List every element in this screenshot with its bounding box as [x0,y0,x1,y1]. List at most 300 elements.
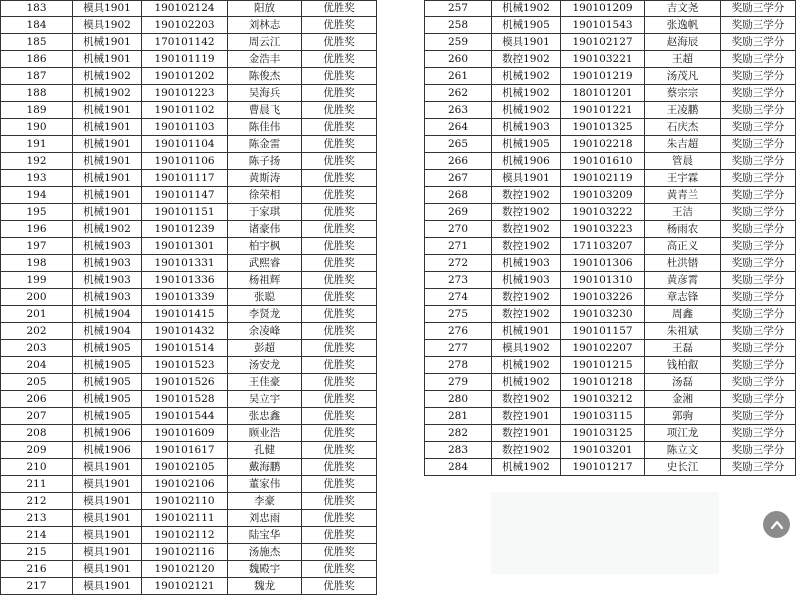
class-name-cell: 数控1902 [492,442,561,459]
row-number-cell: 191 [1,136,73,153]
award-cell: 奖励三学分 [721,323,796,340]
student-name-cell: 陈子扬 [228,153,302,170]
class-name-cell: 数控1902 [492,391,561,408]
student-id-cell: 190103125 [561,425,645,442]
table-row [425,255,796,272]
student-name-cell: 汤磊 [645,374,721,391]
award-cell: 奖励三学分 [721,442,796,459]
table-row [425,119,796,136]
row-number-cell: 281 [425,408,492,425]
award-cell: 奖励三学分 [721,170,796,187]
student-name-cell: 魏龙 [228,578,302,595]
student-name-cell: 于家琪 [228,204,302,221]
student-name-cell: 蔡宗宗 [645,85,721,102]
award-cell: 奖励三学分 [721,68,796,85]
class-name-cell: 模具1901 [73,510,142,527]
award-cell: 优胜奖 [302,187,377,204]
student-id-cell: 190101432 [142,323,228,340]
row-number-cell: 260 [425,51,492,68]
award-cell: 奖励三学分 [721,408,796,425]
student-id-cell: 190102218 [561,136,645,153]
student-id-cell: 190103222 [561,204,645,221]
row-number-cell: 186 [1,51,73,68]
row-number-cell: 184 [1,17,73,34]
table-row [1,476,377,493]
student-id-cell: 190102106 [142,476,228,493]
class-name-cell: 机械1905 [492,136,561,153]
table-row [1,153,377,170]
class-name-cell: 数控1902 [492,306,561,323]
table-row [425,425,796,442]
table-row [1,204,377,221]
student-id-cell: 171103207 [561,238,645,255]
class-name-cell: 机械1905 [73,357,142,374]
table-row [425,1,796,17]
table-row [1,340,377,357]
student-name-cell: 钱柏叡 [645,357,721,374]
class-name-cell: 模具1901 [73,544,142,561]
class-name-cell: 机械1905 [492,17,561,34]
class-name-cell: 机械1901 [73,119,142,136]
row-number-cell: 194 [1,187,73,204]
table-row [1,425,377,442]
student-name-cell: 黄青兰 [645,187,721,204]
student-id-cell: 190101544 [142,408,228,425]
table-row [425,391,796,408]
student-name-cell: 陈俊杰 [228,68,302,85]
class-name-cell: 模具1901 [73,493,142,510]
row-number-cell: 192 [1,153,73,170]
class-name-cell: 模具1901 [492,170,561,187]
student-name-cell: 王佳豪 [228,374,302,391]
student-id-cell: 190103201 [561,442,645,459]
row-number-cell: 214 [1,527,73,544]
award-cell: 优胜奖 [302,119,377,136]
student-name-cell: 高正义 [645,238,721,255]
award-cell: 奖励三学分 [721,391,796,408]
student-name-cell: 管晨 [645,153,721,170]
scroll-to-top-button[interactable] [763,511,790,538]
student-name-cell: 陆宝华 [228,527,302,544]
student-id-cell: 190102119 [561,170,645,187]
row-number-cell: 264 [425,119,492,136]
table-row [425,102,796,119]
student-name-cell: 汤安龙 [228,357,302,374]
table-row [425,306,796,323]
class-name-cell: 模具1901 [73,459,142,476]
student-name-cell: 魏殿宇 [228,561,302,578]
student-id-cell: 190103221 [561,51,645,68]
award-cell: 奖励三学分 [721,1,796,17]
award-cell: 优胜奖 [302,459,377,476]
student-name-cell: 张逸帆 [645,17,721,34]
table-row [425,34,796,51]
student-name-cell: 李豪 [228,493,302,510]
class-name-cell: 模具1901 [73,527,142,544]
student-id-cell: 190102124 [142,1,228,17]
award-cell: 优胜奖 [302,578,377,595]
award-table-left [0,0,377,595]
student-name-cell: 诸豪伟 [228,221,302,238]
table-row [425,170,796,187]
class-name-cell: 模具1901 [492,34,561,51]
row-number-cell: 263 [425,102,492,119]
row-number-cell: 199 [1,272,73,289]
table-row [1,561,377,578]
student-id-cell: 190101106 [142,153,228,170]
student-name-cell: 戴海鹏 [228,459,302,476]
student-name-cell: 杨雨农 [645,221,721,238]
class-name-cell: 机械1905 [73,408,142,425]
student-name-cell: 曹晨飞 [228,102,302,119]
student-id-cell: 190101202 [142,68,228,85]
student-id-cell: 190101117 [142,170,228,187]
table-row [1,408,377,425]
award-cell: 优胜奖 [302,476,377,493]
table-row [1,527,377,544]
student-id-cell: 190101218 [561,374,645,391]
award-cell: 奖励三学分 [721,136,796,153]
award-cell: 优胜奖 [302,527,377,544]
table-row [1,323,377,340]
table-row [425,459,796,476]
student-name-cell: 项江龙 [645,425,721,442]
student-name-cell: 史长江 [645,459,721,476]
table-row [1,1,377,17]
award-cell: 优胜奖 [302,425,377,442]
student-name-cell: 吴立宇 [228,391,302,408]
image-placeholder [491,492,719,574]
table-row [1,34,377,51]
table-row [1,51,377,68]
table-row [425,323,796,340]
student-id-cell: 190101102 [142,102,228,119]
table-row [1,255,377,272]
row-number-cell: 198 [1,255,73,272]
row-number-cell: 196 [1,221,73,238]
student-id-cell: 190101147 [142,187,228,204]
student-id-cell: 190102120 [142,561,228,578]
table-row [1,68,377,85]
award-cell: 优胜奖 [302,561,377,578]
table-row [425,17,796,34]
class-name-cell: 数控1901 [492,408,561,425]
student-id-cell: 190103212 [561,391,645,408]
row-number-cell: 261 [425,68,492,85]
student-name-cell: 柏宇枫 [228,238,302,255]
row-number-cell: 275 [425,306,492,323]
row-number-cell: 185 [1,34,73,51]
row-number-cell: 267 [425,170,492,187]
student-name-cell: 武熙睿 [228,255,302,272]
row-number-cell: 207 [1,408,73,425]
award-cell: 奖励三学分 [721,85,796,102]
row-number-cell: 280 [425,391,492,408]
award-cell: 优胜奖 [302,68,377,85]
class-name-cell: 机械1902 [73,85,142,102]
student-id-cell: 190101528 [142,391,228,408]
student-id-cell: 190103226 [561,289,645,306]
class-name-cell: 数控1902 [492,51,561,68]
student-id-cell: 190101157 [561,323,645,340]
table-row [1,493,377,510]
class-name-cell: 机械1903 [492,255,561,272]
student-id-cell: 190102116 [142,544,228,561]
student-id-cell: 190101325 [561,119,645,136]
table-row [1,102,377,119]
student-id-cell: 190101415 [142,306,228,323]
row-number-cell: 266 [425,153,492,170]
chevron-up-icon [769,517,785,533]
award-cell: 奖励三学分 [721,374,796,391]
award-cell: 优胜奖 [302,1,377,17]
student-id-cell: 190101310 [561,272,645,289]
student-name-cell: 刘忠雨 [228,510,302,527]
row-number-cell: 189 [1,102,73,119]
table-row [425,68,796,85]
class-name-cell: 机械1902 [73,68,142,85]
student-id-cell: 190101239 [142,221,228,238]
class-name-cell: 机械1902 [73,221,142,238]
class-name-cell: 机械1901 [73,51,142,68]
row-number-cell: 201 [1,306,73,323]
student-name-cell: 徐荣相 [228,187,302,204]
award-cell: 优胜奖 [302,221,377,238]
student-name-cell: 郭驹 [645,408,721,425]
student-name-cell: 王凌鹏 [645,102,721,119]
award-cell: 奖励三学分 [721,357,796,374]
class-name-cell: 机械1901 [492,323,561,340]
student-name-cell: 余凌峰 [228,323,302,340]
class-name-cell: 机械1905 [73,340,142,357]
student-id-cell: 170101142 [142,34,228,51]
student-id-cell: 190102112 [142,527,228,544]
student-name-cell: 杨祖辉 [228,272,302,289]
table-row [1,187,377,204]
student-name-cell: 王洁 [645,204,721,221]
student-id-cell: 190101609 [142,425,228,442]
student-id-cell: 190103115 [561,408,645,425]
student-id-cell: 190101306 [561,255,645,272]
student-name-cell: 朱吉超 [645,136,721,153]
table-row [1,510,377,527]
class-name-cell: 机械1902 [492,85,561,102]
row-number-cell: 265 [425,136,492,153]
student-id-cell: 190101215 [561,357,645,374]
award-cell: 奖励三学分 [721,187,796,204]
row-number-cell: 215 [1,544,73,561]
student-id-cell: 190101526 [142,374,228,391]
student-name-cell: 董家伟 [228,476,302,493]
table-row [425,221,796,238]
award-cell: 优胜奖 [302,238,377,255]
award-cell: 奖励三学分 [721,255,796,272]
row-number-cell: 274 [425,289,492,306]
award-cell: 优胜奖 [302,493,377,510]
award-cell: 奖励三学分 [721,238,796,255]
table-row [1,170,377,187]
award-cell: 奖励三学分 [721,459,796,476]
row-number-cell: 259 [425,34,492,51]
student-name-cell: 王宇霖 [645,170,721,187]
student-id-cell: 180101201 [561,85,645,102]
student-name-cell: 顾业浩 [228,425,302,442]
award-cell: 奖励三学分 [721,306,796,323]
row-number-cell: 258 [425,17,492,34]
student-id-cell: 190103209 [561,187,645,204]
award-cell: 优胜奖 [302,306,377,323]
student-name-cell: 赵海辰 [645,34,721,51]
row-number-cell: 277 [425,340,492,357]
class-name-cell: 机械1902 [492,459,561,476]
class-name-cell: 机械1901 [73,34,142,51]
student-id-cell: 190101217 [561,459,645,476]
table-row [1,272,377,289]
student-id-cell: 190102105 [142,459,228,476]
table-row [425,289,796,306]
student-name-cell: 彭超 [228,340,302,357]
table-row [1,136,377,153]
student-id-cell: 190102121 [142,578,228,595]
student-name-cell: 阳放 [228,1,302,17]
award-cell: 优胜奖 [302,289,377,306]
table-row [1,119,377,136]
table-row [425,153,796,170]
class-name-cell: 数控1902 [492,289,561,306]
student-name-cell: 汤茂凡 [645,68,721,85]
award-cell: 奖励三学分 [721,340,796,357]
award-cell: 优胜奖 [302,153,377,170]
table-row [425,136,796,153]
student-name-cell: 章志锋 [645,289,721,306]
student-id-cell: 190101339 [142,289,228,306]
class-name-cell: 机械1903 [73,289,142,306]
class-name-cell: 模具1901 [73,578,142,595]
row-number-cell: 190 [1,119,73,136]
award-table-right [424,0,796,476]
table-row [425,442,796,459]
award-cell: 优胜奖 [302,255,377,272]
award-cell: 奖励三学分 [721,34,796,51]
class-name-cell: 数控1902 [492,187,561,204]
row-number-cell: 208 [1,425,73,442]
row-number-cell: 206 [1,391,73,408]
table-row [425,374,796,391]
class-name-cell: 数控1902 [492,238,561,255]
student-name-cell: 周云江 [228,34,302,51]
student-name-cell: 吴海兵 [228,85,302,102]
row-number-cell: 268 [425,187,492,204]
table-row [1,374,377,391]
row-number-cell: 204 [1,357,73,374]
table-row [425,204,796,221]
row-number-cell: 284 [425,459,492,476]
student-name-cell: 张忠鑫 [228,408,302,425]
row-number-cell: 272 [425,255,492,272]
table-row [1,289,377,306]
table-row [425,85,796,102]
table-row [425,187,796,204]
table-row [425,272,796,289]
class-name-cell: 机械1901 [73,136,142,153]
row-number-cell: 217 [1,578,73,595]
row-number-cell: 271 [425,238,492,255]
student-name-cell: 王超 [645,51,721,68]
award-cell: 优胜奖 [302,272,377,289]
row-number-cell: 269 [425,204,492,221]
row-number-cell: 188 [1,85,73,102]
student-id-cell: 190101221 [561,102,645,119]
row-number-cell: 210 [1,459,73,476]
row-number-cell: 193 [1,170,73,187]
student-name-cell: 孔健 [228,442,302,459]
table-row [1,442,377,459]
award-cell: 奖励三学分 [721,204,796,221]
student-name-cell: 周鑫 [645,306,721,323]
class-name-cell: 机械1905 [73,374,142,391]
row-number-cell: 282 [425,425,492,442]
row-number-cell: 203 [1,340,73,357]
award-cell: 优胜奖 [302,340,377,357]
award-cell: 奖励三学分 [721,221,796,238]
row-number-cell: 211 [1,476,73,493]
class-name-cell: 机械1906 [73,442,142,459]
class-name-cell: 机械1901 [73,153,142,170]
student-id-cell: 190102127 [561,34,645,51]
row-number-cell: 212 [1,493,73,510]
award-cell: 优胜奖 [302,544,377,561]
row-number-cell: 283 [425,442,492,459]
student-name-cell: 陈立文 [645,442,721,459]
row-number-cell: 216 [1,561,73,578]
class-name-cell: 数控1901 [492,425,561,442]
student-name-cell: 金浩丰 [228,51,302,68]
table-row [425,357,796,374]
award-cell: 奖励三学分 [721,51,796,68]
student-id-cell: 190101219 [561,68,645,85]
student-id-cell: 190101617 [142,442,228,459]
table-row [425,408,796,425]
row-number-cell: 209 [1,442,73,459]
award-cell: 优胜奖 [302,85,377,102]
student-id-cell: 190101209 [561,1,645,17]
table-row [1,357,377,374]
student-name-cell: 李贤龙 [228,306,302,323]
student-name-cell: 金湘 [645,391,721,408]
student-id-cell: 190101103 [142,119,228,136]
row-number-cell: 273 [425,272,492,289]
table-row [1,459,377,476]
student-id-cell: 190101523 [142,357,228,374]
student-id-cell: 190101543 [561,17,645,34]
student-id-cell: 190102207 [561,340,645,357]
table-row [1,306,377,323]
row-number-cell: 257 [425,1,492,17]
row-number-cell: 262 [425,85,492,102]
student-id-cell: 190101336 [142,272,228,289]
class-name-cell: 机械1904 [73,323,142,340]
class-name-cell: 机械1902 [492,1,561,17]
class-name-cell: 机械1902 [492,374,561,391]
award-cell: 优胜奖 [302,408,377,425]
award-cell: 奖励三学分 [721,119,796,136]
student-name-cell: 陈佳伟 [228,119,302,136]
award-cell: 优胜奖 [302,323,377,340]
student-name-cell: 张聪 [228,289,302,306]
class-name-cell: 机械1903 [73,238,142,255]
row-number-cell: 213 [1,510,73,527]
award-cell: 优胜奖 [302,204,377,221]
